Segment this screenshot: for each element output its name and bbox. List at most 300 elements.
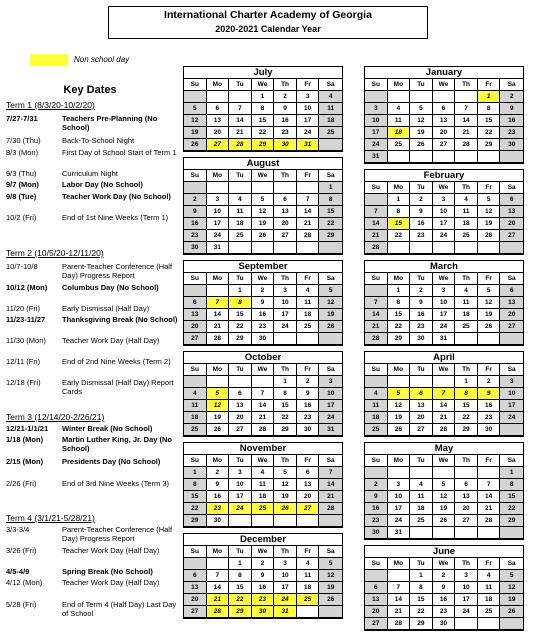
weekday-header: Th [455,79,478,91]
day-cell: 11 [455,206,478,218]
month-june [364,545,524,631]
weekday-header: We [433,273,456,285]
empty-day-cell [433,151,456,163]
empty-day-cell [500,424,523,436]
day-cell: 22 [455,412,478,424]
day-cell: 6 [433,103,456,115]
day-cell: 9 [365,491,388,503]
day-cell: 16 [433,594,456,606]
day-cell: 18 [319,115,342,127]
day-cell: 26 [500,606,523,618]
day-cell: 12 [478,206,501,218]
empty-day-cell [319,333,342,345]
day-cell: 25 [319,127,342,139]
day-cell: 8 [229,297,252,309]
month-september [183,260,343,346]
empty-day-cell [455,91,478,103]
day-cell: 9 [478,388,501,400]
key-date-date: 12/11 (Fri) [6,357,41,366]
weekday-header: Fr [478,455,501,467]
key-date-date: 3/26 (Fri) [6,546,37,555]
day-cell: 28 [478,515,501,527]
weekday-header: Sa [319,79,342,91]
day-cell: 30 [365,527,388,539]
empty-day-cell [478,333,501,345]
day-cell: 12 [319,297,342,309]
month-name: February [365,170,523,182]
day-cell: 10 [388,491,411,503]
day-cell: 20 [455,503,478,515]
weekday-header: Th [274,364,297,376]
day-cell: 6 [274,194,297,206]
day-cell: 13 [207,115,230,127]
day-cell: 29 [184,515,207,527]
day-cell: 2 [252,285,275,297]
day-cell: 31 [319,424,342,436]
empty-day-cell [252,376,275,388]
month-name: May [365,443,523,455]
term-heading: Term 1 (8/3/20-10/2/20) [6,100,95,110]
day-cell: 16 [207,491,230,503]
key-date-date: 10/12 (Mon) [6,283,48,292]
day-cell: 15 [455,400,478,412]
day-cell: 7 [455,103,478,115]
empty-day-cell [184,182,207,194]
weekday-header: Mo [207,546,230,558]
day-cell: 17 [433,218,456,230]
day-cell: 28 [297,230,320,242]
key-date-date: 9/8 (Tue) [6,192,37,201]
legend-label: Non school day [74,55,130,64]
day-cell: 5 [319,558,342,570]
day-cell: 11 [229,206,252,218]
day-cell: 2 [478,376,501,388]
day-cell: 22 [274,412,297,424]
day-cell: 5 [410,103,433,115]
day-cell: 4 [455,285,478,297]
day-cell: 21 [297,218,320,230]
key-date-description: Labor Day (No School) [62,180,143,189]
weekday-header: Fr [478,558,501,570]
weekday-header: Su [365,182,388,194]
empty-day-cell [297,515,320,527]
day-cell: 11 [410,491,433,503]
empty-day-cell [455,527,478,539]
day-cell: 23 [478,412,501,424]
month-grid [365,79,523,163]
weekday-header: We [433,364,456,376]
day-cell: 4 [478,570,501,582]
day-cell: 27 [433,139,456,151]
weekday-header: Tu [229,546,252,558]
weekday-header: Mo [388,364,411,376]
day-cell: 23 [184,230,207,242]
empty-day-cell [274,242,297,254]
empty-day-cell [184,91,207,103]
empty-day-cell [297,606,320,618]
empty-day-cell [207,558,230,570]
day-cell: 24 [365,139,388,151]
weekday-header: Fr [297,364,320,376]
day-cell: 14 [229,115,252,127]
day-cell: 15 [184,491,207,503]
month-grid [184,79,342,151]
day-cell: 21 [365,321,388,333]
empty-day-cell [410,151,433,163]
day-cell: 9 [274,103,297,115]
day-cell: 16 [478,400,501,412]
day-cell: 7 [478,479,501,491]
day-cell: 17 [229,491,252,503]
empty-day-cell [410,376,433,388]
day-cell: 18 [410,503,433,515]
empty-day-cell [365,194,388,206]
non-school-swatch [30,54,68,66]
day-cell: 18 [229,218,252,230]
day-cell: 27 [500,230,523,242]
day-cell: 19 [388,412,411,424]
day-cell: 19 [433,503,456,515]
day-cell: 25 [252,503,275,515]
day-cell: 13 [500,297,523,309]
day-cell: 13 [500,206,523,218]
day-cell: 28 [319,503,342,515]
weekday-header: Su [184,364,207,376]
day-cell: 9 [184,206,207,218]
day-cell: 29 [229,606,252,618]
key-date-date: 7/27-7/31 [6,114,38,123]
weekday-header: Tu [229,455,252,467]
day-cell: 16 [274,115,297,127]
day-cell: 21 [319,491,342,503]
weekday-header: Su [365,273,388,285]
day-cell: 26 [319,594,342,606]
day-cell: 20 [433,127,456,139]
day-cell: 12 [252,206,275,218]
day-cell: 14 [455,115,478,127]
empty-day-cell [229,182,252,194]
month-name: April [365,352,523,364]
day-cell: 7 [365,206,388,218]
day-cell: 4 [297,285,320,297]
day-cell: 22 [229,321,252,333]
day-cell: 14 [433,400,456,412]
weekday-header: Mo [388,79,411,91]
day-cell: 9 [500,103,523,115]
day-cell: 25 [297,594,320,606]
key-date-description: Teachers Pre-Planning (No School) [62,114,158,132]
day-cell: 10 [500,388,523,400]
day-cell: 8 [410,582,433,594]
day-cell: 23 [365,515,388,527]
day-cell: 19 [478,218,501,230]
day-cell: 14 [365,218,388,230]
day-cell: 20 [500,218,523,230]
weekday-header: Tu [229,170,252,182]
weekday-header: Mo [207,364,230,376]
day-cell: 8 [388,206,411,218]
day-cell: 6 [184,297,207,309]
key-date-description: First Day of School Start of Term 1 [62,148,177,157]
day-cell: 24 [207,230,230,242]
empty-day-cell [229,515,252,527]
month-name: August [184,158,342,170]
day-cell: 1 [455,376,478,388]
empty-day-cell [478,618,501,630]
key-date-date: 7/30 (Thu) [6,136,41,145]
day-cell: 4 [455,194,478,206]
month-april [364,351,524,437]
day-cell: 16 [365,503,388,515]
day-cell: 30 [478,424,501,436]
month-december [183,533,343,619]
day-cell: 31 [388,527,411,539]
key-date-date: 3/3-3/4 [6,525,30,534]
day-cell: 10 [274,570,297,582]
weekday-header: Su [184,79,207,91]
day-cell: 29 [274,424,297,436]
day-cell: 3 [274,558,297,570]
day-cell: 17 [500,400,523,412]
empty-day-cell [455,333,478,345]
day-cell: 3 [319,376,342,388]
day-cell: 1 [252,91,275,103]
key-date-description: Columbus Day (No School) [62,283,159,292]
day-cell: 7 [207,297,230,309]
day-cell: 27 [184,606,207,618]
weekday-header: Tu [410,364,433,376]
weekday-header: Fr [478,273,501,285]
day-cell: 16 [252,582,275,594]
day-cell: 11 [252,479,275,491]
day-cell: 13 [455,491,478,503]
day-cell: 10 [455,582,478,594]
weekday-header: Th [274,546,297,558]
day-cell: 12 [274,479,297,491]
month-grid [365,455,523,539]
empty-day-cell [184,285,207,297]
day-cell: 23 [252,594,275,606]
day-cell: 15 [319,206,342,218]
day-cell: 1 [388,285,411,297]
day-cell: 19 [410,127,433,139]
day-cell: 11 [455,297,478,309]
day-cell: 27 [297,503,320,515]
day-cell: 1 [229,285,252,297]
weekday-header: Su [184,273,207,285]
term-heading: Term 2 (10/5/20-12/11/20) [6,248,104,258]
empty-day-cell [207,182,230,194]
weekday-header: We [252,546,275,558]
day-cell: 31 [207,242,230,254]
day-cell: 17 [274,309,297,321]
day-cell: 15 [229,309,252,321]
empty-day-cell [207,285,230,297]
key-date-description: Curriculum Night [62,169,118,178]
key-date-date: 8/3 (Mon) [6,148,39,157]
empty-day-cell [252,515,275,527]
day-cell: 22 [500,503,523,515]
key-date-date: 12/21-1/1/21 [6,424,49,433]
key-date-description: Teacher Work Day (Half Day) [62,546,160,555]
day-cell: 8 [184,479,207,491]
day-cell: 30 [274,139,297,151]
day-cell: 26 [410,139,433,151]
weekday-header: Mo [388,558,411,570]
weekday-header: Tu [410,182,433,194]
day-cell: 12 [478,297,501,309]
day-cell: 9 [252,570,275,582]
month-may [364,442,524,540]
day-cell: 17 [319,400,342,412]
day-cell: 8 [500,479,523,491]
day-cell: 13 [410,400,433,412]
weekday-header: Su [184,170,207,182]
day-cell: 31 [274,606,297,618]
day-cell: 8 [478,103,501,115]
day-cell: 23 [433,606,456,618]
day-cell: 29 [319,230,342,242]
day-cell: 4 [184,388,207,400]
empty-day-cell [388,467,411,479]
day-cell: 3 [365,103,388,115]
term-heading: Term 3 (12/14/20-2/26/21) [6,412,105,422]
empty-day-cell [274,333,297,345]
weekday-header: We [433,455,456,467]
day-cell: 1 [229,558,252,570]
empty-day-cell [297,333,320,345]
day-cell: 8 [252,103,275,115]
key-date-date: 11/23-11/27 [6,315,46,324]
day-cell: 24 [274,321,297,333]
day-cell: 14 [297,206,320,218]
month-november [183,442,343,528]
day-cell: 2 [500,91,523,103]
weekday-header: Fr [478,79,501,91]
day-cell: 3 [500,376,523,388]
weekday-header: Su [365,364,388,376]
month-grid [365,182,523,254]
day-cell: 10 [319,388,342,400]
weekday-header: Su [184,455,207,467]
month-grid [365,364,523,436]
empty-day-cell [478,527,501,539]
day-cell: 25 [455,321,478,333]
day-cell: 13 [365,594,388,606]
day-cell: 30 [252,333,275,345]
weekday-header: Tu [410,558,433,570]
day-cell: 24 [274,594,297,606]
day-cell: 13 [184,582,207,594]
day-cell: 13 [297,479,320,491]
day-cell: 28 [455,139,478,151]
day-cell: 1 [274,376,297,388]
key-date-date: 12/18 (Fri) [6,378,41,387]
day-cell: 23 [410,230,433,242]
weekday-header: Sa [500,182,523,194]
weekday-header: We [252,79,275,91]
empty-day-cell [478,467,501,479]
empty-day-cell [410,242,433,254]
key-date-description: Teacher Work Day (Half Day) [62,336,160,345]
empty-day-cell [365,570,388,582]
month-february [364,169,524,255]
day-cell: 10 [229,479,252,491]
day-cell: 26 [252,230,275,242]
day-cell: 26 [433,515,456,527]
day-cell: 5 [184,103,207,115]
key-date-date: 2/15 (Mon) [6,457,44,466]
day-cell: 9 [252,297,275,309]
weekday-header: Sa [500,79,523,91]
day-cell: 12 [500,582,523,594]
day-cell: 6 [500,285,523,297]
key-date-description: Parent-Teacher Conference (Half Day) Progress Report [62,262,173,280]
weekday-header: Mo [207,79,230,91]
day-cell: 18 [297,582,320,594]
day-cell: 13 [229,400,252,412]
day-cell: 28 [433,424,456,436]
empty-day-cell [274,515,297,527]
key-date-date: 10/2 (Fri) [6,213,37,222]
month-august [183,157,343,255]
weekday-header: Fr [297,546,320,558]
weekday-header: Sa [500,273,523,285]
day-cell: 29 [500,515,523,527]
day-cell: 7 [433,388,456,400]
day-cell: 4 [410,479,433,491]
key-date-date: 5/28 (Fri) [6,600,37,609]
day-cell: 19 [500,594,523,606]
empty-day-cell [319,515,342,527]
weekday-header: Fr [478,182,501,194]
day-cell: 6 [297,467,320,479]
term-heading: Term 4 (3/1/21-5/28/21) [6,513,95,523]
day-cell: 7 [207,570,230,582]
day-cell: 12 [433,491,456,503]
day-cell: 21 [433,412,456,424]
day-cell: 23 [274,127,297,139]
day-cell: 26 [319,321,342,333]
month-grid [184,546,342,618]
day-cell: 23 [252,321,275,333]
day-cell: 11 [388,115,411,127]
month-january [364,66,524,164]
calendar-year: 2020-2021 Calendar Year [215,24,321,34]
day-cell: 24 [500,412,523,424]
day-cell: 9 [433,582,456,594]
day-cell: 25 [388,139,411,151]
key-date-description: End of 3rd Nine Weeks (Term 3) [62,479,169,488]
empty-day-cell [433,242,456,254]
weekday-header: Fr [297,79,320,91]
day-cell: 24 [433,321,456,333]
day-cell: 10 [297,103,320,115]
day-cell: 20 [274,218,297,230]
day-cell: 6 [410,388,433,400]
day-cell: 27 [274,230,297,242]
weekday-header: We [433,182,456,194]
day-cell: 1 [410,570,433,582]
day-cell: 16 [410,309,433,321]
empty-day-cell [455,467,478,479]
day-cell: 18 [478,594,501,606]
weekday-header: Th [455,182,478,194]
day-cell: 20 [500,309,523,321]
empty-day-cell [500,333,523,345]
day-cell: 27 [365,618,388,630]
empty-day-cell [388,242,411,254]
